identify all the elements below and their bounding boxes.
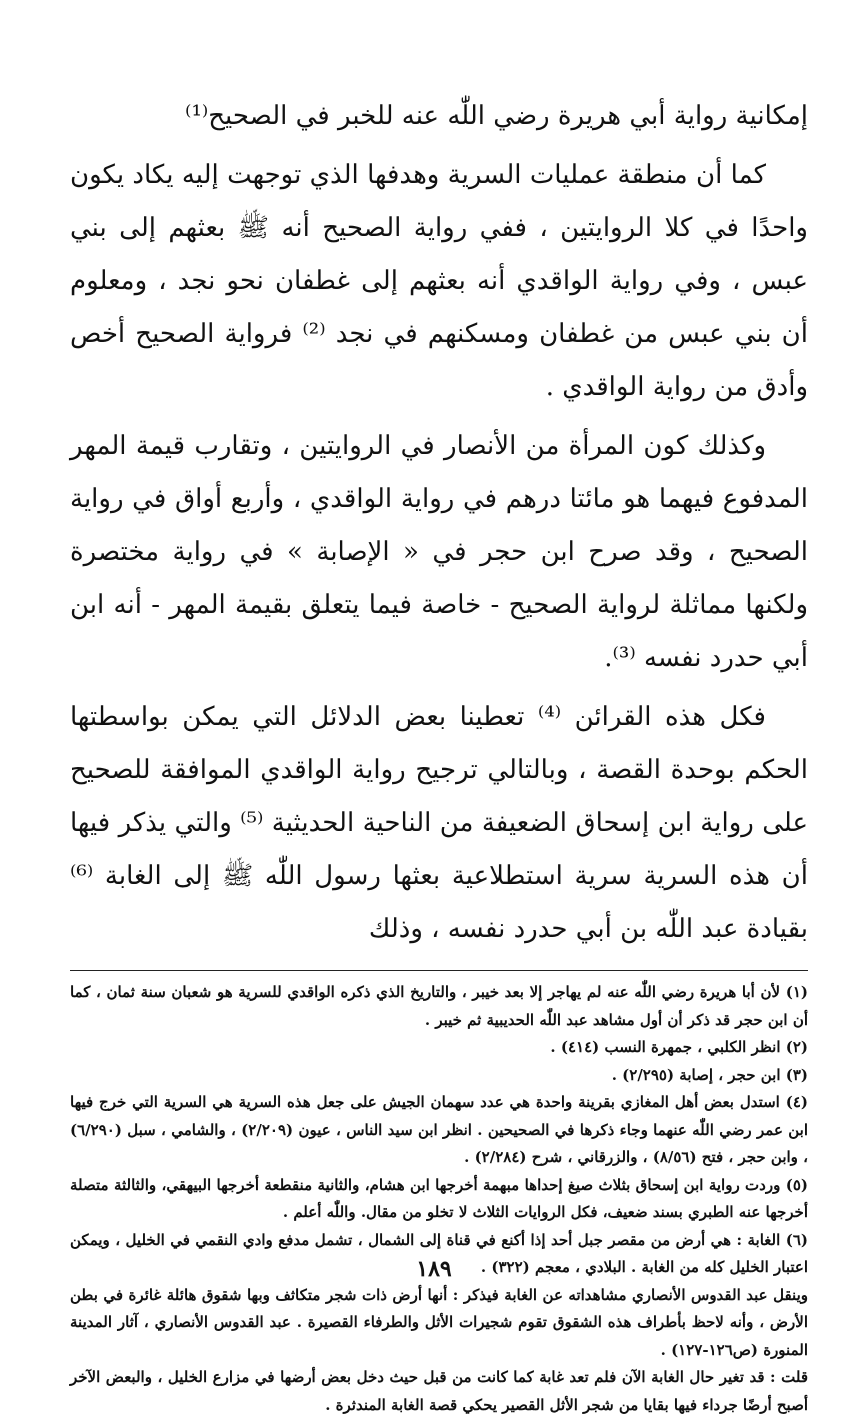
main-text — [70, 90, 808, 956]
footnote-6-continued: وينقل عبد القدوس الأنصاري مشاهداته عن الغابة فيذكر : أنها أرض ذات شجر متكاثف وبها شقوق هائلة غائرة في بطن الأرض ، وأنه لاحظ بأطراف هذه الشقوق تقوم شجيرات الأثل والطرفاء القصيرة . عبد القدوس الأنصاري ، آثار المدينة المنورة (ص١٢٦-١٢٧) . — [70, 1285, 808, 1359]
footnotes — [70, 979, 808, 1419]
footnote-6: (٦) الغابة : هي أرض من مقصر جبل أحد إذا أكنع في قناة إلى الشمال ، تشمل مدفع وادي النقمي في الخليل ، ويمكن اعتبار الخليل كله من الغابة . البلادي ، معجم (٣٢٢) . — [70, 1230, 808, 1276]
paragraph-2: كما أن منطقة عمليات السرية وهدفها الذي توجهت إليه يكاد يكون واحدًا في كلا الروايتين ، ففي رواية الصحيح أنه ﷺ بعثهم إلى بني عبس ، وفي رواية الواقدي أنه بعثهم إلى غطفان نحو نجد ، ومعلوم أن بني عبس من غطفان ومسكنهم في نجد ⁽²⁾ فرواية الصحيح أخص وأدق من رواية الواقدي . — [70, 160, 809, 402]
paragraph-4: فكل هذه القرائن ⁽⁴⁾ تعطينا بعض الدلائل التي يمكن بواسطتها الحكم بوحدة القصة ، وبالتالي ترجيح رواية الواقدي الموافقة للصحيح على رواية ابن إسحاق الضعيفة من الناحية الحديثية ⁽⁵⁾ والتي يذكر فيها أن هذه السرية سرية استطلاعية بعثها رسول اللّٰه ﷺ إلى الغابة ⁽⁶⁾ بقيادة عبد اللّٰه بن أبي حدرد نفسه ، وذلك — [70, 702, 808, 944]
paragraph-3: وكذلك كون المرأة من الأنصار في الروايتين ، وتقارب قيمة المهر المدفوع فيهما هو مائتا درهم في رواية الواقدي ، وأربع أواق في رواية الصحيح ، وقد صرح ابن حجر في « الإصابة » في رواية مختصرة ولكنها مماثلة لرواية الصحيح - خاصة فيما يتعلق بقيمة المهر - أنه ابن أبي حدرد نفسه ⁽³⁾. — [70, 431, 808, 673]
footnote-3: (٣) ابن حجر ، إصابة (٢/٢٩٥) . — [611, 1065, 808, 1084]
footnote-5: (٥) وردت رواية ابن إسحاق بثلاث صيغ إحداها مبهمة أخرجها ابن هشام، والثانية منقطعة أخرجها البيهقي، والثالثة متصلة أخرجها عنه الطبري بسند ضعيف، فكل الروايات الثلاث لا تخلو من مقال. واللّٰه أعلم . — [70, 1175, 808, 1221]
paragraph-1: إمكانية رواية أبي هريرة رضي اللّٰه عنه للخبر في الصحيح⁽¹⁾ — [185, 101, 808, 131]
footnote-4: (٤) استدل بعض أهل المغازي بقرينة واحدة هي عدد سهمان الجيش على جعل هذه السرية هي السرية التي خرج فيها ابن عمر رضي اللّٰه عنهما وجاء ذكرها في الصحيحين . انظر ابن سيد الناس ، عيون (٢/٢٠٩) ، والشامي ، سبل (٦/٢٩٠) ، وابن حجر ، فتح (٨/٥٦) ، والزرقاني ، شرح (٢/٢٨٤) . — [70, 1093, 809, 1166]
footnote-divider — [70, 970, 808, 971]
footnote-1: (١) لأن أبا هريرة رضي اللّٰه عنه لم يهاجر إلا بعد خيبر ، والتاريخ الذي ذكره الواقدي للسرية هو شعبان سنة ثمان ، كما أن ابن حجر قد ذكر أن أول مشاهد عبد اللّٰه الحديبية ثم خيبر . — [70, 983, 808, 1029]
footnote-2: (٢) انظر الكلبي ، جمهرة النسب (٤١٤) . — [550, 1038, 808, 1056]
page-number: ١٨٩ — [416, 1256, 452, 1282]
footnote-6-remark: قلت : قد تغير حال الغابة الآن فلم تعد غابة كما كانت من قبل حيث دخل بعض أرضها في مزارع الخليل ، والبعض الآخر أصبح أرضًا جرداء فيها بقايا من شجر الأثل القصير يحكي قصة الغابة المندثرة . — [70, 1368, 808, 1414]
